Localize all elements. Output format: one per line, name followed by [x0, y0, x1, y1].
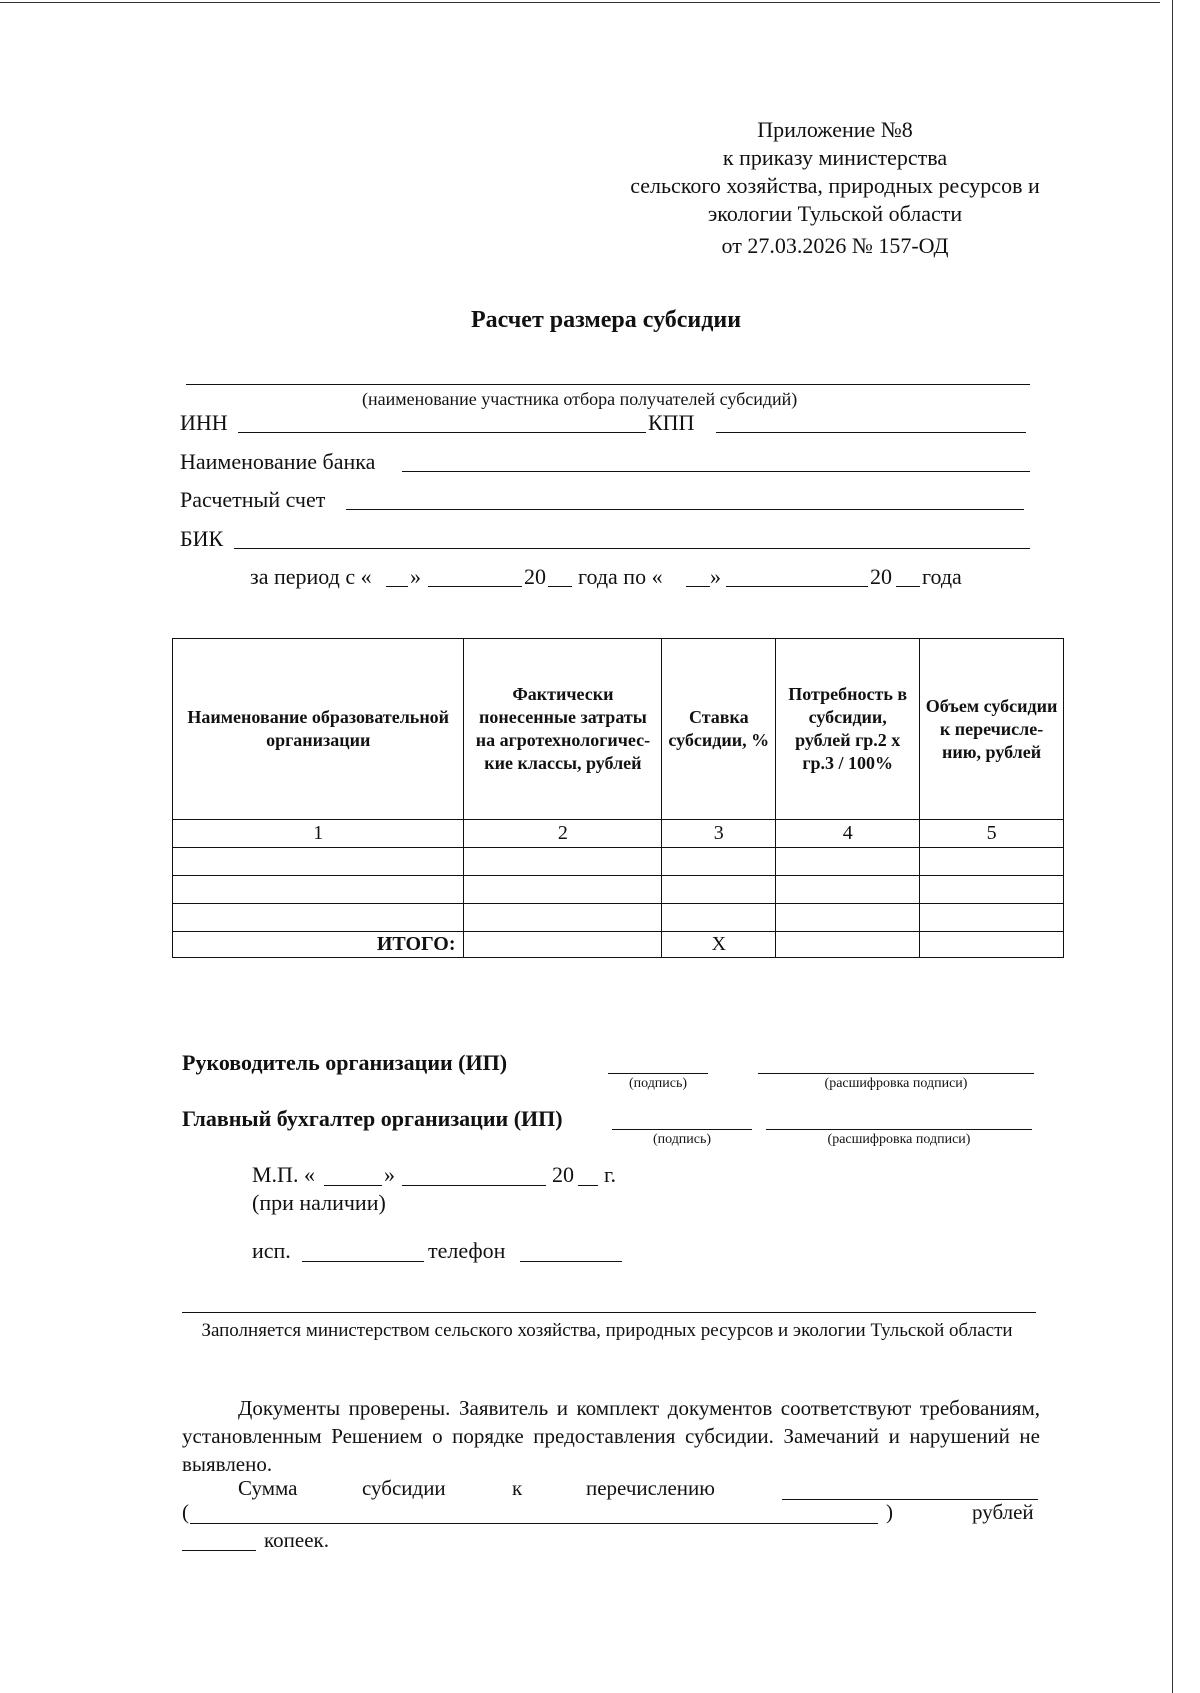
table-cell[interactable]	[464, 876, 662, 904]
period-to-quote: »	[710, 564, 721, 589]
head-signature-field[interactable]	[608, 1073, 708, 1074]
rubles-label: рублей	[972, 1500, 1034, 1524]
header-order-date: от 27.03.2026 № 157-ОД	[721, 233, 949, 258]
subsidy-calculation-table	[172, 638, 1064, 958]
table-cell[interactable]	[920, 848, 1064, 876]
bik-label: БИК	[180, 526, 224, 551]
table-cell[interactable]	[776, 876, 920, 904]
stamp-year-suffix: г.	[604, 1162, 617, 1187]
stamp-year-prefix: 20	[552, 1162, 574, 1187]
stamp-date-quote: »	[384, 1162, 395, 1187]
total-actual-costs[interactable]	[464, 932, 662, 958]
col-header-organization: Наименование образовательной организации	[173, 639, 464, 820]
period-to-label: года по «	[578, 564, 663, 589]
sum-word-1: Сумма	[238, 1476, 298, 1500]
accountant-decode-field[interactable]	[766, 1129, 1032, 1130]
period-to-year[interactable]	[896, 586, 920, 587]
period-from-year[interactable]	[548, 586, 572, 587]
table-cell[interactable]	[662, 876, 776, 904]
accountant-decode-caption: (расшифровка подписи)	[827, 1132, 971, 1147]
period-to-year-prefix: 20	[870, 564, 892, 589]
stamp-note: (при наличии)	[252, 1190, 386, 1215]
period-from-quote: »	[410, 564, 421, 589]
total-label: ИТОГО:	[173, 932, 464, 958]
head-decode-field[interactable]	[758, 1073, 1034, 1074]
bank-label: Наименование банка	[180, 449, 376, 474]
table-cell[interactable]	[776, 848, 920, 876]
header-line-2: к приказу министерства	[722, 145, 948, 170]
stamp-year-field[interactable]	[578, 1185, 598, 1186]
table-cell[interactable]	[776, 904, 920, 932]
sum-word-3: к	[512, 1476, 523, 1500]
period-from-label: за период с «	[250, 564, 372, 589]
total-rate-cross: Х	[662, 932, 776, 958]
table-cell[interactable]	[173, 848, 464, 876]
stamp-date-prefix: М.П. «	[252, 1162, 315, 1187]
participant-caption: (наименование участника отбора получателей субсидий)	[362, 389, 798, 409]
sum-words-field[interactable]	[190, 1523, 878, 1524]
table-row	[173, 848, 1064, 876]
period-from-year-prefix: 20	[524, 564, 546, 589]
total-need[interactable]	[776, 932, 920, 958]
col-number: 5	[920, 820, 1064, 848]
table-row	[173, 876, 1064, 904]
header-line-4: экологии Тульской области	[707, 201, 963, 226]
head-decode-caption: (расшифровка подписи)	[824, 1076, 968, 1091]
kopecks-label: копеек.	[264, 1528, 329, 1552]
kopecks-field[interactable]	[182, 1550, 256, 1551]
col-number: 1	[173, 820, 464, 848]
period-from-month[interactable]	[428, 586, 522, 587]
col-header-need: Потребность в субсидии, рублей гр.2 х гр.3 / 100%	[776, 639, 920, 820]
appendix-header	[595, 116, 1075, 260]
sum-words-close-paren: )	[886, 1500, 893, 1524]
bank-field[interactable]	[402, 471, 1030, 472]
accountant-signature-label: Главный бухгалтер организации (ИП)	[182, 1106, 563, 1131]
inn-label: ИНН	[180, 410, 228, 435]
table-cell[interactable]	[464, 904, 662, 932]
sum-word-4: перечислению	[586, 1476, 715, 1500]
executor-field[interactable]	[302, 1261, 424, 1262]
accountant-signature-caption: (подпись)	[652, 1132, 712, 1147]
stamp-month-field[interactable]	[402, 1185, 546, 1186]
account-field[interactable]	[346, 509, 1024, 510]
phone-label: телефон	[428, 1238, 506, 1263]
head-signature-label: Руководитель организации (ИП)	[182, 1050, 508, 1075]
period-end-label: года	[922, 564, 962, 589]
col-number: 3	[662, 820, 776, 848]
table-cell[interactable]	[920, 904, 1064, 932]
page-frame-right	[1172, 0, 1173, 1693]
account-label: Расчетный счет	[180, 487, 326, 512]
kpp-label: КПП	[648, 410, 695, 435]
period-from-day[interactable]	[386, 586, 408, 587]
sum-word-2: субсидии	[362, 1476, 446, 1500]
accountant-signature-field[interactable]	[612, 1129, 752, 1130]
col-header-volume: Объем субсидии к перечисле-нию, рублей	[920, 639, 1064, 820]
stamp-day-field[interactable]	[324, 1185, 382, 1186]
ministry-note: Заполняется министерством сельского хозяйства, природных ресурсов и экологии Тульской области	[201, 1320, 1013, 1341]
executor-label: исп.	[252, 1238, 291, 1263]
period-to-month[interactable]	[726, 586, 868, 587]
participant-name-line[interactable]	[186, 384, 1030, 385]
header-line-1: Приложение №8	[757, 117, 913, 142]
period-to-day[interactable]	[686, 586, 710, 587]
phone-field[interactable]	[520, 1261, 622, 1262]
col-header-rate: Ставка субсидии, %	[662, 639, 776, 820]
document-title: Расчет размера субсидии	[470, 307, 742, 333]
table-row	[173, 904, 1064, 932]
table-cell[interactable]	[920, 876, 1064, 904]
page-frame-top	[0, 2, 1160, 3]
inn-field[interactable]	[238, 432, 646, 433]
verification-paragraph: Документы проверены. Заявитель и комплект документов соответствуют требованиям, установленным Решением о порядке предоставления субсидии. Замечаний и нарушений не выявлено.	[182, 1396, 1040, 1476]
sum-words-open-paren: (	[182, 1500, 189, 1524]
total-volume[interactable]	[920, 932, 1064, 958]
col-header-actual-costs: Фактически понесенные затраты на агротехнологичес-кие классы, рублей	[464, 639, 662, 820]
col-number: 2	[464, 820, 662, 848]
table-header-row	[173, 639, 1064, 820]
table-cell[interactable]	[662, 848, 776, 876]
header-line-3: сельского хозяйства, природных ресурсов и	[630, 173, 1040, 198]
column-number-row	[173, 820, 1064, 848]
head-signature-caption: (подпись)	[628, 1076, 688, 1091]
table-cell[interactable]	[173, 876, 464, 904]
ministry-separator	[182, 1312, 1036, 1313]
table-cell[interactable]	[662, 904, 776, 932]
total-row	[173, 932, 1064, 958]
col-number: 4	[776, 820, 920, 848]
bik-field[interactable]	[234, 548, 1030, 549]
table-cell[interactable]	[464, 848, 662, 876]
kpp-field[interactable]	[716, 432, 1026, 433]
table-cell[interactable]	[173, 904, 464, 932]
